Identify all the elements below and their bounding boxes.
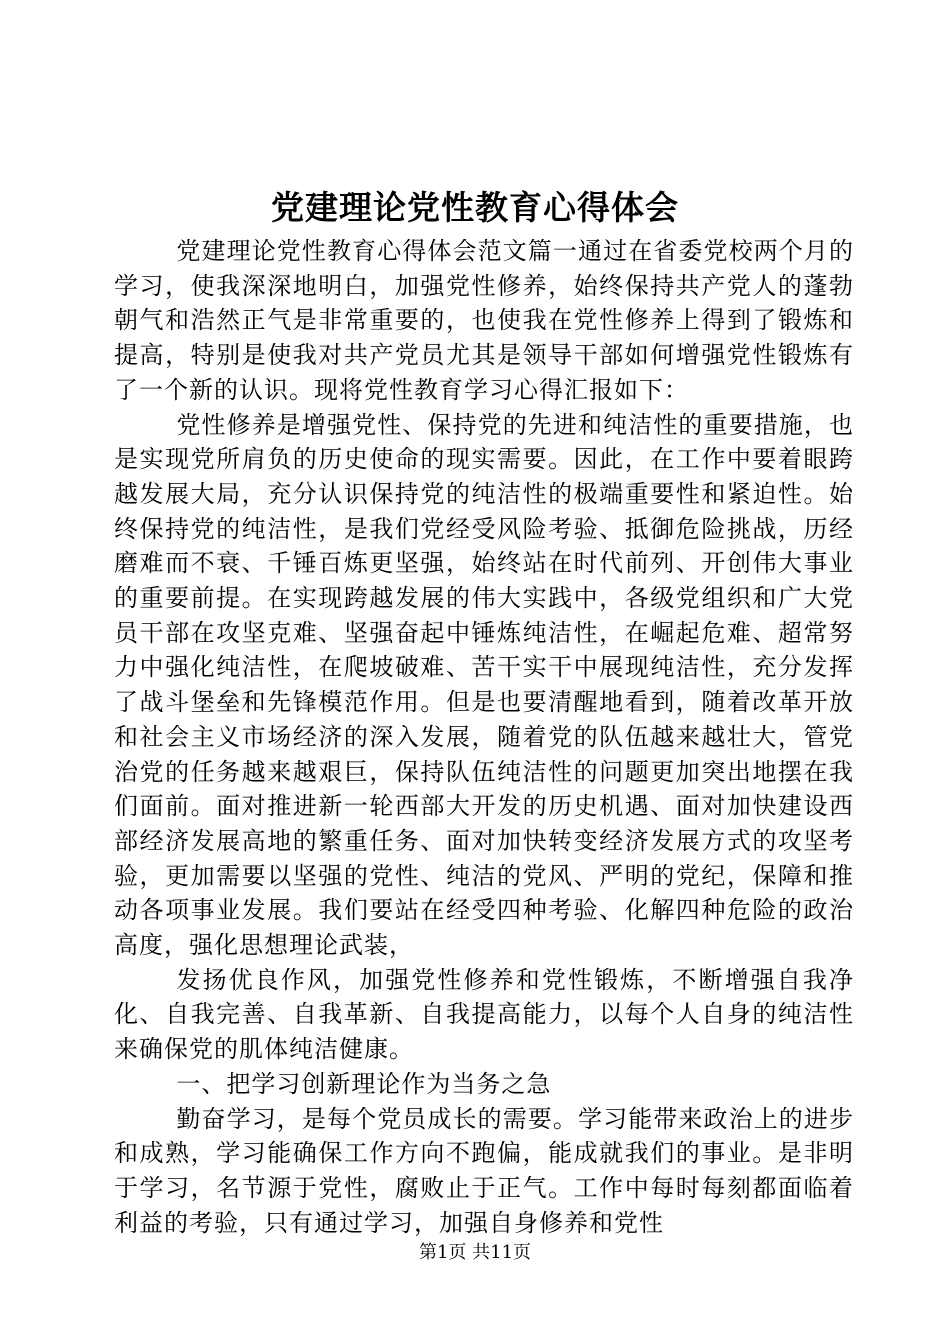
paragraph-style: 发扬优良作风，加强党性修养和党性锻炼，不断增强自我净化、自我完善、自我革新、自我提高能力，以每个人自身的纯洁性来确保党的肌体纯洁健康。 <box>114 965 854 1064</box>
section-heading: 一、把学习创新理论作为当务之急 <box>176 1069 552 1098</box>
paragraph-intro: 党建理论党性教育心得体会范文篇一通过在省委党校两个月的学习，使我深深地明白，加强党性修养，始终保持共产党人的蓬勃朝气和浩然正气是非常重要的，也使我在党性修养上得到了锻炼和提高，特别是使我对共产党员尤其是领导干部如何增强党性锻炼有了一个新的认识。现将党性教育学习心得汇报如下： <box>114 237 854 404</box>
paragraph-study: 勤奋学习，是每个党员成长的需要。学习能带来政治上的进步和成熟，学习能确保工作方向不跑偏，能成就我们的事业。是非明于学习，名节源于党性，腐败止于正气。工作中每时每刻都面临着利益的考验，只有通过学习，加强自身修养和党性 <box>114 1104 854 1237</box>
page-title: 党建理论党性教育心得体会 <box>271 188 679 227</box>
paragraph-party-spirit: 党性修养是增强党性、保持党的先进和纯洁性的重要措施，也是实现党所肩负的历史使命的现实需要。因此，在工作中要着眼跨越发展大局，充分认识保持党的纯洁性的极端重要性和紧迫性。始终保持党的纯洁性，是我们党经受风险考验、抵御危险挑战，历经磨难而不衰、千锤百炼更坚强，始终站在时代前列、开创伟大事业的重要前提。在实现跨越发展的伟大实践中，各级党组织和广大党员干部在攻坚克难、坚强奋起中锤炼纯洁性，在崛起危难、超常努力中强化纯洁性，在爬坡破难、苦干实干中展现纯洁性，充分发挥了战斗堡垒和先锋模范作用。但是也要清醒地看到，随着改革开放和社会主义市场经济的深入发展，随着党的队伍越来越壮大，管党治党的任务越来越艰巨，保持队伍纯洁性的问题更加突出地摆在我们面前。面对推进新一轮西部大开发的历史机遇、面对加快建设西部经济发展高地的繁重任务、面对加快转变经济发展方式的攻坚考验，更加需要以坚强的党性、纯洁的党风、严明的党纪，保障和推动各项事业发展。我们要站在经受四种考验、化解四种危险的政治高度，强化思想理论武装， <box>114 410 854 960</box>
document-body <box>114 234 854 1240</box>
page-number: 第1页 共11页 <box>418 1242 532 1263</box>
